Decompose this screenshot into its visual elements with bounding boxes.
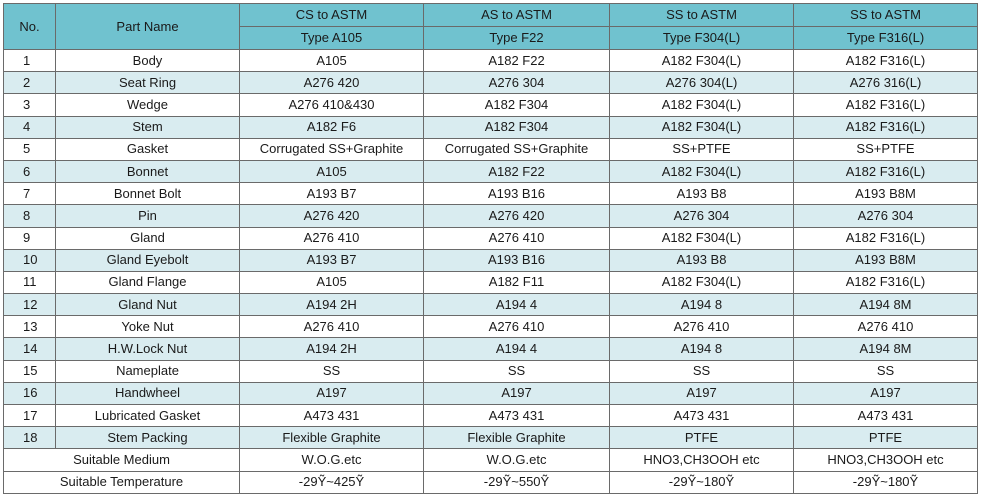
- material-cell: A182 F316(L): [794, 94, 978, 116]
- material-cell: A197: [610, 382, 794, 404]
- footer-cell: -29Ỹ~180Ỹ: [794, 471, 978, 493]
- material-cell: Corrugated SS+Graphite: [240, 138, 424, 160]
- material-cell: A105: [240, 271, 424, 293]
- material-cell: SS: [610, 360, 794, 382]
- material-cell: A182 F304: [424, 116, 610, 138]
- material-cell: A182 F304(L): [610, 160, 794, 182]
- part-name-cell: Seat Ring: [56, 72, 240, 94]
- material-cell: A193 B7: [240, 183, 424, 205]
- part-name-cell: Gland: [56, 227, 240, 249]
- row-number: 14: [4, 338, 56, 360]
- footer-cell: -29Ỹ~425Ỹ: [240, 471, 424, 493]
- table-row: [4, 205, 978, 227]
- material-cell: A276 420: [240, 205, 424, 227]
- material-cell: A182 F304(L): [610, 271, 794, 293]
- row-number: 15: [4, 360, 56, 382]
- footer-label: Suitable Temperature: [4, 471, 240, 493]
- table-row: [4, 160, 978, 182]
- table-row: [4, 427, 978, 449]
- material-cell: A182 F316(L): [794, 227, 978, 249]
- table-row: [4, 138, 978, 160]
- part-name-cell: Gasket: [56, 138, 240, 160]
- material-cell: SS: [794, 360, 978, 382]
- material-cell: A105: [240, 50, 424, 72]
- table-row: [4, 360, 978, 382]
- material-cell: A276 410: [424, 227, 610, 249]
- material-cell: Flexible Graphite: [424, 427, 610, 449]
- header-group-ss-316: SS to ASTM: [794, 4, 978, 27]
- material-cell: A194 8: [610, 294, 794, 316]
- part-name-cell: Nameplate: [56, 360, 240, 382]
- material-cell: A276 316(L): [794, 72, 978, 94]
- footer-row: [4, 471, 978, 493]
- footer-cell: -29Ỹ~550Ỹ: [424, 471, 610, 493]
- part-name-cell: Lubricated Gasket: [56, 405, 240, 427]
- header-group-cs: CS to ASTM: [240, 4, 424, 27]
- row-number: 7: [4, 183, 56, 205]
- row-number: 9: [4, 227, 56, 249]
- table-row: [4, 72, 978, 94]
- footer-cell: HNO3,CH3OOH etc: [610, 449, 794, 471]
- part-name-cell: Gland Eyebolt: [56, 249, 240, 271]
- footer-row: [4, 449, 978, 471]
- material-cell: A276 410: [610, 316, 794, 338]
- material-cell: Flexible Graphite: [240, 427, 424, 449]
- footer-cell: HNO3,CH3OOH etc: [794, 449, 978, 471]
- material-cell: A197: [424, 382, 610, 404]
- row-number: 16: [4, 382, 56, 404]
- material-cell: A276 304: [610, 205, 794, 227]
- material-cell: SS: [424, 360, 610, 382]
- material-cell: SS+PTFE: [610, 138, 794, 160]
- part-name-cell: Bonnet Bolt: [56, 183, 240, 205]
- table-row: [4, 294, 978, 316]
- footer-cell: W.O.G.etc: [240, 449, 424, 471]
- material-cell: A473 431: [610, 405, 794, 427]
- material-cell: A193 B8: [610, 249, 794, 271]
- material-cell: A182 F304: [424, 94, 610, 116]
- material-cell: A182 F304(L): [610, 227, 794, 249]
- material-cell: A194 8M: [794, 338, 978, 360]
- part-name-cell: H.W.Lock Nut: [56, 338, 240, 360]
- material-cell: A276 304: [424, 72, 610, 94]
- part-name-cell: Bonnet: [56, 160, 240, 182]
- material-cell: A193 B7: [240, 249, 424, 271]
- material-cell: A193 B8: [610, 183, 794, 205]
- material-cell: PTFE: [610, 427, 794, 449]
- material-cell: A182 F316(L): [794, 50, 978, 72]
- material-cell: A276 410: [424, 316, 610, 338]
- row-number: 12: [4, 294, 56, 316]
- part-name-cell: Wedge: [56, 94, 240, 116]
- row-number: 3: [4, 94, 56, 116]
- table-row: [4, 94, 978, 116]
- footer-cell: -29Ỹ~180Ỹ: [610, 471, 794, 493]
- material-cell: A194 8: [610, 338, 794, 360]
- material-cell: A473 431: [794, 405, 978, 427]
- row-number: 10: [4, 249, 56, 271]
- material-cell: A276 304(L): [610, 72, 794, 94]
- material-cell: A182 F22: [424, 160, 610, 182]
- material-cell: SS: [240, 360, 424, 382]
- table-row: [4, 183, 978, 205]
- material-cell: A276 410&430: [240, 94, 424, 116]
- header-group-ss-304: SS to ASTM: [610, 4, 794, 27]
- table-row: [4, 116, 978, 138]
- material-cell: A276 304: [794, 205, 978, 227]
- material-cell: A182 F304(L): [610, 116, 794, 138]
- material-cell: A473 431: [240, 405, 424, 427]
- part-name-cell: Gland Flange: [56, 271, 240, 293]
- material-cell: PTFE: [794, 427, 978, 449]
- row-number: 13: [4, 316, 56, 338]
- row-number: 2: [4, 72, 56, 94]
- material-cell: A197: [794, 382, 978, 404]
- part-name-cell: Handwheel: [56, 382, 240, 404]
- table-row: [4, 338, 978, 360]
- part-name-cell: Gland Nut: [56, 294, 240, 316]
- material-cell: A105: [240, 160, 424, 182]
- material-cell: A194 2H: [240, 338, 424, 360]
- material-cell: Corrugated SS+Graphite: [424, 138, 610, 160]
- row-number: 8: [4, 205, 56, 227]
- material-cell: A182 F304(L): [610, 50, 794, 72]
- material-cell: A276 420: [240, 72, 424, 94]
- material-cell: A193 B16: [424, 183, 610, 205]
- material-cell: A182 F6: [240, 116, 424, 138]
- footer-label: Suitable Medium: [4, 449, 240, 471]
- table-row: [4, 316, 978, 338]
- material-cell: A182 F316(L): [794, 116, 978, 138]
- row-number: 5: [4, 138, 56, 160]
- row-number: 11: [4, 271, 56, 293]
- materials-table: [3, 3, 978, 494]
- material-cell: A182 F316(L): [794, 271, 978, 293]
- material-cell: SS+PTFE: [794, 138, 978, 160]
- part-name-cell: Stem: [56, 116, 240, 138]
- row-number: 1: [4, 50, 56, 72]
- material-cell: A193 B8M: [794, 183, 978, 205]
- part-name-cell: Pin: [56, 205, 240, 227]
- part-name-cell: Body: [56, 50, 240, 72]
- material-cell: A276 410: [240, 316, 424, 338]
- table-row: [4, 271, 978, 293]
- table-row: [4, 249, 978, 271]
- material-cell: A194 4: [424, 338, 610, 360]
- material-cell: A182 F316(L): [794, 160, 978, 182]
- material-cell: A182 F11: [424, 271, 610, 293]
- material-cell: A194 2H: [240, 294, 424, 316]
- table-row: [4, 227, 978, 249]
- header-type-f304l: Type F304(L): [610, 27, 794, 50]
- material-cell: A182 F304(L): [610, 94, 794, 116]
- header-type-f22: Type F22: [424, 27, 610, 50]
- row-number: 4: [4, 116, 56, 138]
- table-row: [4, 50, 978, 72]
- table-row: [4, 405, 978, 427]
- material-cell: A276 410: [794, 316, 978, 338]
- material-cell: A473 431: [424, 405, 610, 427]
- table-row: [4, 382, 978, 404]
- header-row-1: [4, 4, 978, 27]
- material-cell: A193 B16: [424, 249, 610, 271]
- part-name-cell: Stem Packing: [56, 427, 240, 449]
- material-cell: A193 B8M: [794, 249, 978, 271]
- header-type-f316l: Type F316(L): [794, 27, 978, 50]
- part-name-cell: Yoke Nut: [56, 316, 240, 338]
- row-number: 6: [4, 160, 56, 182]
- header-type-a105: Type A105: [240, 27, 424, 50]
- row-number: 17: [4, 405, 56, 427]
- row-number: 18: [4, 427, 56, 449]
- header-part-name: Part Name: [56, 4, 240, 50]
- material-cell: A276 410: [240, 227, 424, 249]
- footer-cell: W.O.G.etc: [424, 449, 610, 471]
- material-cell: A194 8M: [794, 294, 978, 316]
- header-no: No.: [4, 4, 56, 50]
- header-group-as: AS to ASTM: [424, 4, 610, 27]
- material-cell: A194 4: [424, 294, 610, 316]
- material-cell: A182 F22: [424, 50, 610, 72]
- material-cell: A197: [240, 382, 424, 404]
- material-cell: A276 420: [424, 205, 610, 227]
